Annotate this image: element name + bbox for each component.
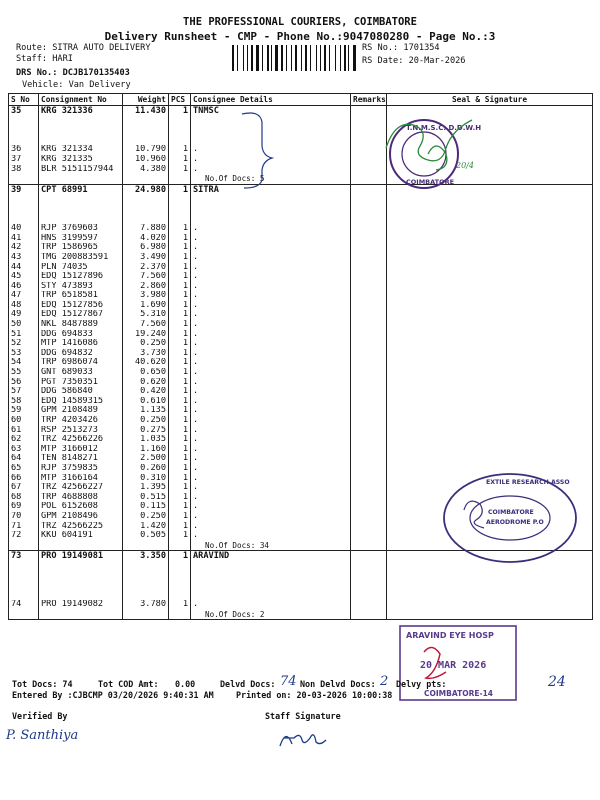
table-row: 60 TRP 4203426 0.250 1 . <box>9 416 593 426</box>
weight-cell: 3.490 <box>123 253 169 263</box>
pcs-cell: 1 <box>169 464 191 474</box>
non-delivered-docs-label: Non Delvd Docs: <box>300 679 376 689</box>
delivered-docs-label: Delvd Docs: <box>220 679 276 689</box>
pcs-cell: 1 <box>169 368 191 378</box>
non-delivered-handwritten: 2 <box>380 674 389 689</box>
consignment-cell: TMG 200883591 <box>39 253 123 263</box>
sno-cell: 58 <box>9 397 39 407</box>
printed-on: Printed on: 20-03-2026 10:00:38 <box>236 690 393 700</box>
sno-cell: 43 <box>9 253 39 263</box>
consignment-cell: RSP 2513273 <box>39 426 123 436</box>
col-consignment: Consignment No <box>39 94 123 106</box>
weight-cell: 2.860 <box>123 282 169 292</box>
consignment-cell: PRO 19149081 <box>39 551 123 562</box>
weight-cell: 1.420 <box>123 522 169 532</box>
consignment-cell: BLR 5151157944 <box>39 165 123 175</box>
col-weight: Weight <box>123 94 169 106</box>
weight-cell: 6.980 <box>123 243 169 253</box>
table-row: 54 TRP 6986074 40.620 1 . <box>9 358 593 368</box>
spacer-row <box>9 205 593 215</box>
sno-cell: 71 <box>9 522 39 532</box>
weight-cell: 0.275 <box>123 426 169 436</box>
pcs-cell: 1 <box>169 474 191 484</box>
pcs-cell: 1 <box>169 320 191 330</box>
table-row: 63 MTP 3166012 1.160 1 . <box>9 445 593 455</box>
sno-cell: 66 <box>9 474 39 484</box>
table-row: 74 PRO 19149082 3.780 1 . <box>9 600 593 610</box>
table-row: 70 GPM 2108496 0.250 1 . <box>9 512 593 522</box>
table-row: 56 PGT 7350351 0.620 1 . <box>9 378 593 388</box>
pcs-cell: 1 <box>169 454 191 464</box>
consignee-name: ARAVIND <box>191 551 351 562</box>
table-row: 67 TRZ 42566227 1.395 1 . <box>9 483 593 493</box>
weight-cell: 3.730 <box>123 349 169 359</box>
col-remarks: Remarks <box>351 94 387 106</box>
sno-cell: 63 <box>9 445 39 455</box>
col-seal: Seal & Signature <box>387 94 593 106</box>
sno-cell: 36 <box>9 145 39 155</box>
spacer-row <box>9 581 593 591</box>
runsheet-subtitle: Delivery Runsheet - CMP - Phone No.:9047080280 - Page No.:3 <box>104 30 496 43</box>
weight-cell: 10.960 <box>123 155 169 165</box>
weight-cell: 0.115 <box>123 502 169 512</box>
pcs-cell: 1 <box>169 502 191 512</box>
sno-cell: 59 <box>9 406 39 416</box>
pcs-cell: 1 <box>169 551 191 562</box>
spacer-row <box>9 591 593 601</box>
sno-cell: 48 <box>9 301 39 311</box>
table-row: 44 PLN 74035 2.370 1 . <box>9 263 593 273</box>
pcs-cell: 1 <box>169 106 191 117</box>
pcs-cell: 1 <box>169 522 191 532</box>
group-docs-row <box>9 174 593 184</box>
col-sno: S No <box>9 94 39 106</box>
weight-cell: 1.395 <box>123 483 169 493</box>
consignment-cell: TRP 4688808 <box>39 493 123 503</box>
consignment-cell: EDQ 15127867 <box>39 310 123 320</box>
sno-cell: 56 <box>9 378 39 388</box>
pcs-cell: 1 <box>169 310 191 320</box>
consignment-cell: TRP 4203426 <box>39 416 123 426</box>
sno-cell: 54 <box>9 358 39 368</box>
aravind-date-stamp <box>396 622 520 706</box>
weight-cell: 2.500 <box>123 454 169 464</box>
weight-cell: 0.250 <box>123 416 169 426</box>
sno-cell: 37 <box>9 155 39 165</box>
weight-cell: 0.250 <box>123 512 169 522</box>
sno-cell: 35 <box>9 106 39 117</box>
table-row: 45 EDQ 15127896 7.560 1 . <box>9 272 593 282</box>
weight-cell: 11.430 <box>123 106 169 117</box>
sno-cell: 40 <box>9 224 39 234</box>
sno-cell: 60 <box>9 416 39 426</box>
consignment-cell: RJP 3769603 <box>39 224 123 234</box>
table-row: 65 RJP 3759835 0.260 1 . <box>9 464 593 474</box>
consignment-cell: POL 6152608 <box>39 502 123 512</box>
pcs-cell: 1 <box>169 416 191 426</box>
consignment-cell: RJP 3759835 <box>39 464 123 474</box>
consignment-cell: TRZ 42566227 <box>39 483 123 493</box>
sno-cell: 72 <box>9 531 39 541</box>
consignment-cell: TRP 6518581 <box>39 291 123 301</box>
sno-cell: 38 <box>9 165 39 175</box>
sno-cell: 41 <box>9 234 39 244</box>
total-cod-label: Tot COD Amt: <box>98 679 159 689</box>
sno-cell: 69 <box>9 502 39 512</box>
spacer-row <box>9 136 593 146</box>
pcs-cell: 1 <box>169 483 191 493</box>
pcs-cell: 1 <box>169 282 191 292</box>
rs-number: RS No.: 1701354 <box>362 43 440 53</box>
delivery-points-handwritten: 24 <box>548 674 566 690</box>
tnmsc-seal-stamp <box>376 108 496 200</box>
sno-cell: 50 <box>9 320 39 330</box>
consignment-cell: NKL 8487889 <box>39 320 123 330</box>
spacer-row <box>9 117 593 127</box>
col-consignee: Consignee Details <box>191 94 351 106</box>
weight-cell: 0.310 <box>123 474 169 484</box>
table-row: 71 TRZ 42566225 1.420 1 . <box>9 522 593 532</box>
table-row: 52 MTP 1416086 0.250 1 . <box>9 339 593 349</box>
spacer-row <box>9 215 593 225</box>
consignment-cell: EDQ 15127896 <box>39 272 123 282</box>
weight-cell: 1.690 <box>123 301 169 311</box>
consignment-cell: TRP 6986074 <box>39 358 123 368</box>
consignment-cell: CPT 68991 <box>39 184 123 195</box>
weight-cell: 0.260 <box>123 464 169 474</box>
table-row: 47 TRP 6518581 3.980 1 . <box>9 291 593 301</box>
sno-cell: 45 <box>9 272 39 282</box>
table-header-row <box>9 94 593 106</box>
table-row: 37 KRG 321335 10.960 1 . <box>9 155 593 165</box>
staff-signature-scribble <box>276 726 330 750</box>
weight-cell: 3.350 <box>123 551 169 562</box>
table-row: 43 TMG 200883591 3.490 1 . <box>9 253 593 263</box>
weight-cell: 3.980 <box>123 291 169 301</box>
sno-cell: 57 <box>9 387 39 397</box>
pcs-cell: 1 <box>169 291 191 301</box>
weight-cell: 0.250 <box>123 339 169 349</box>
barcode <box>232 45 358 71</box>
consignment-cell: MTP 3166012 <box>39 445 123 455</box>
consignment-cell: KRG 321336 <box>39 106 123 117</box>
consignee-name: TNMSC <box>191 106 351 117</box>
drs-number: DRS No.: DCJB170135403 <box>16 68 130 78</box>
consignment-cell: MTP 1416086 <box>39 339 123 349</box>
weight-cell: 24.980 <box>123 184 169 195</box>
table-row: 46 STY 473893 2.860 1 . <box>9 282 593 292</box>
table-row: 72 KKU 604191 0.505 1 . <box>9 531 593 541</box>
weight-cell: 5.310 <box>123 310 169 320</box>
table-row: 64 TEN 8148271 2.500 1 . <box>9 454 593 464</box>
sno-cell: 62 <box>9 435 39 445</box>
sno-cell: 65 <box>9 464 39 474</box>
consignment-cell: GPM 2108496 <box>39 512 123 522</box>
svg-text:ARAVIND EYE HOSP: ARAVIND EYE HOSP <box>406 631 494 640</box>
pcs-cell: 1 <box>169 184 191 195</box>
table-row: 38 BLR 5151157944 4.380 1 . <box>9 165 593 175</box>
consignment-cell: PRO 19149082 <box>39 600 123 610</box>
pcs-cell: 1 <box>169 339 191 349</box>
sno-cell: 53 <box>9 349 39 359</box>
consignment-cell: PLN 74035 <box>39 263 123 273</box>
weight-cell: 4.020 <box>123 234 169 244</box>
verifier-signature: P. Santhiya <box>6 728 79 743</box>
sno-cell: 44 <box>9 263 39 273</box>
table-row: 69 POL 6152608 0.115 1 . <box>9 502 593 512</box>
pcs-cell: 1 <box>169 600 191 610</box>
pcs-cell: 1 <box>169 165 191 175</box>
consignment-cell: TEN 8148271 <box>39 454 123 464</box>
table-row: 62 TRZ 42566226 1.035 1 . <box>9 435 593 445</box>
sno-cell: 73 <box>9 551 39 562</box>
consignment-cell: TRP 1586965 <box>39 243 123 253</box>
sitra-seal-stamp <box>440 470 582 566</box>
staff-signature-label: Staff Signature <box>265 711 341 721</box>
weight-cell: 0.650 <box>123 368 169 378</box>
svg-text:20/4: 20/4 <box>456 161 474 170</box>
svg-text:20 MAR 2026: 20 MAR 2026 <box>420 660 487 671</box>
table-row: 36 KRG 321334 10.790 1 . <box>9 145 593 155</box>
group-docs-row <box>9 610 593 620</box>
weight-cell: 0.620 <box>123 378 169 388</box>
delivery-points-label: Delvy pts: <box>396 679 447 689</box>
pcs-cell: 1 <box>169 435 191 445</box>
handwritten-brace <box>238 108 278 190</box>
table-row: 50 NKL 8487889 7.560 1 . <box>9 320 593 330</box>
table-row: 57 DDG 586840 0.420 1 . <box>9 387 593 397</box>
weight-cell: 4.380 <box>123 165 169 175</box>
table-row: 40 RJP 3769603 7.880 1 . <box>9 224 593 234</box>
weight-cell: 0.505 <box>123 531 169 541</box>
table-row <box>9 106 593 117</box>
table-row: 66 MTP 3166164 0.310 1 . <box>9 474 593 484</box>
staff-label: Staff: HARI <box>16 54 73 64</box>
weight-cell: 19.240 <box>123 330 169 340</box>
pcs-cell: 1 <box>169 330 191 340</box>
weight-cell: 0.515 <box>123 493 169 503</box>
weight-cell: 1.135 <box>123 406 169 416</box>
pcs-cell: 1 <box>169 406 191 416</box>
table-row: 58 EDQ 14589315 0.610 1 . <box>9 397 593 407</box>
table-row: 68 TRP 4688808 0.515 1 . <box>9 493 593 503</box>
consignment-cell: GNT 689033 <box>39 368 123 378</box>
svg-text:AERODROME P.O: AERODROME P.O <box>486 519 544 526</box>
company-title: THE PROFESSIONAL COURIERS, COIMBATORE <box>183 16 417 28</box>
pcs-cell: 1 <box>169 243 191 253</box>
pcs-cell: 1 <box>169 493 191 503</box>
pcs-cell: 1 <box>169 253 191 263</box>
consignment-cell: STY 473893 <box>39 282 123 292</box>
total-cod-value: 0.00 <box>175 679 196 689</box>
consignment-cell: TRZ 42566225 <box>39 522 123 532</box>
svg-text:COIMBATORE-14: COIMBATORE-14 <box>424 689 494 698</box>
consignment-cell: DDG 694832 <box>39 349 123 359</box>
sno-cell: 49 <box>9 310 39 320</box>
table-row: 41 HNS 3199597 4.020 1 . <box>9 234 593 244</box>
no-of-docs: No.Of Docs: 34 <box>191 541 351 551</box>
total-docs: Tot Docs: 74 <box>12 679 73 689</box>
sno-cell: 64 <box>9 454 39 464</box>
weight-cell: 7.560 <box>123 272 169 282</box>
table-row: 55 GNT 689033 0.650 1 . <box>9 368 593 378</box>
sno-cell: 39 <box>9 184 39 195</box>
consignment-cell: EDQ 14589315 <box>39 397 123 407</box>
pcs-cell: 1 <box>169 397 191 407</box>
pcs-cell: 1 <box>169 387 191 397</box>
sno-cell: 74 <box>9 600 39 610</box>
spacer-row <box>9 126 593 136</box>
weight-cell: 0.610 <box>123 397 169 407</box>
consignment-cell: PGT 7350351 <box>39 378 123 388</box>
consignment-cell: EDQ 15127856 <box>39 301 123 311</box>
seal1-text: T.N.M.S.C. D.D.W.H <box>406 124 482 132</box>
consignment-cell: MTP 3166164 <box>39 474 123 484</box>
table-row: 53 DDG 694832 3.730 1 . <box>9 349 593 359</box>
weight-cell: 1.035 <box>123 435 169 445</box>
pcs-cell: 1 <box>169 301 191 311</box>
weight-cell: 0.420 <box>123 387 169 397</box>
sno-cell: 42 <box>9 243 39 253</box>
route-label: Route: SITRA AUTO DELIVERY <box>16 43 151 53</box>
pcs-cell: 1 <box>169 349 191 359</box>
entered-by: Entered By :CJBCMP 03/20/2026 9:40:31 AM <box>12 690 214 700</box>
svg-text:COIMBATORE: COIMBATORE <box>488 509 534 516</box>
col-pcs: PCS <box>169 94 191 106</box>
table-row: 48 EDQ 15127856 1.690 1 . <box>9 301 593 311</box>
table-row: 42 TRP 1586965 6.980 1 . <box>9 243 593 253</box>
spacer-row <box>9 572 593 582</box>
table-row: 49 EDQ 15127867 5.310 1 . <box>9 310 593 320</box>
pcs-cell: 1 <box>169 358 191 368</box>
weight-cell: 2.370 <box>123 263 169 273</box>
consignment-cell: TRZ 42566226 <box>39 435 123 445</box>
weight-cell: 7.560 <box>123 320 169 330</box>
sno-cell: 70 <box>9 512 39 522</box>
verified-by-label: Verified By <box>12 711 68 721</box>
table-row: 51 DDG 694833 19.240 1 . <box>9 330 593 340</box>
seal2-text: EXTILE RESEARCH ASSO <box>486 479 570 486</box>
pcs-cell: 1 <box>169 145 191 155</box>
table-row: 59 GPM 2108489 1.135 1 . <box>9 406 593 416</box>
no-of-docs: No.Of Docs: 5 <box>191 174 351 184</box>
sno-cell: 68 <box>9 493 39 503</box>
pcs-cell: 1 <box>169 512 191 522</box>
consignment-cell: GPM 2108489 <box>39 406 123 416</box>
rs-date: RS Date: 20-Mar-2026 <box>362 56 466 66</box>
sno-cell: 52 <box>9 339 39 349</box>
pcs-cell: 1 <box>169 426 191 436</box>
weight-cell: 3.780 <box>123 600 169 610</box>
table-row: 61 RSP 2513273 0.275 1 . <box>9 426 593 436</box>
pcs-cell: 1 <box>169 155 191 165</box>
weight-cell: 10.790 <box>123 145 169 155</box>
table-row <box>9 184 593 195</box>
sno-cell: 67 <box>9 483 39 493</box>
weight-cell: 1.160 <box>123 445 169 455</box>
sno-cell: 55 <box>9 368 39 378</box>
sno-cell: 47 <box>9 291 39 301</box>
pcs-cell: 1 <box>169 378 191 388</box>
sno-cell: 51 <box>9 330 39 340</box>
weight-cell: 40.620 <box>123 358 169 368</box>
pcs-cell: 1 <box>169 272 191 282</box>
consignment-cell: KRG 321335 <box>39 155 123 165</box>
consignment-cell: KRG 321334 <box>39 145 123 155</box>
pcs-cell: 1 <box>169 531 191 541</box>
pcs-cell: 1 <box>169 445 191 455</box>
pcs-cell: 1 <box>169 224 191 234</box>
consignment-cell: KKU 604191 <box>39 531 123 541</box>
svg-text:COIMBATORE: COIMBATORE <box>406 178 455 186</box>
consignment-cell: HNS 3199597 <box>39 234 123 244</box>
pcs-cell: 1 <box>169 263 191 273</box>
weight-cell: 7.880 <box>123 224 169 234</box>
sno-cell: 46 <box>9 282 39 292</box>
no-of-docs: No.Of Docs: 2 <box>191 610 351 620</box>
delivered-docs-handwritten: 74 <box>280 674 297 689</box>
sno-cell: 61 <box>9 426 39 436</box>
consignee-name: SITRA <box>191 184 351 195</box>
consignment-cell: DDG 694833 <box>39 330 123 340</box>
vehicle-label: Vehicle: Van Delivery <box>22 80 131 90</box>
pcs-cell: 1 <box>169 234 191 244</box>
spacer-row <box>9 195 593 205</box>
consignment-cell: DDG 586840 <box>39 387 123 397</box>
